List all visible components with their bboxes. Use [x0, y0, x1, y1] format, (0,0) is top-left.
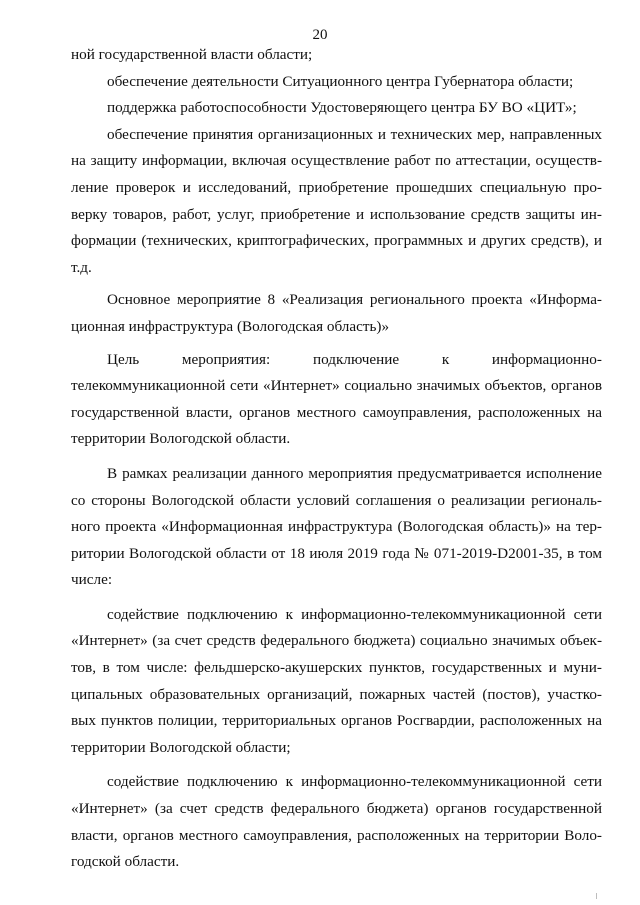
list-item-information-security [71, 122, 602, 282]
goal-word: мероприятия: [181, 350, 271, 368]
text-line: числе: [71, 571, 113, 589]
text-line: ление проверок и исследований, приобретение прошедших специальную про- [71, 178, 602, 196]
goal-word: Цель [107, 350, 140, 368]
list-item-authorities [71, 769, 602, 875]
text-line: государственной власти, органов местного самоуправления, расположенных на [71, 403, 602, 421]
goal-word: информационно- [491, 350, 602, 368]
text-line: верку товаров, работ, услуг, приобретение и использование средств защиты ин- [71, 205, 602, 223]
text-line: власти, органов местного самоуправления, расположенных на территории Воло- [71, 826, 602, 844]
text-line: формации (технических, криптографических, программных и других средств), и [71, 232, 602, 250]
text-line: ципальных образовательных организаций, пожарных частей (постов), участко- [71, 685, 602, 703]
scan-mark [596, 893, 597, 899]
text-line: территории Вологодской области; [71, 738, 291, 756]
page-number: 20 [312, 27, 328, 43]
text-line: телекоммуникационной сети «Интернет» социально значимых объектов, органов [71, 377, 602, 395]
text-line: содействие подключению к информационно-телекоммуникационной сети [107, 605, 602, 623]
measure-goal-paragraph [71, 347, 602, 453]
text-line: ного проекта «Информационная инфраструктура (Вологодская область)» на тер- [71, 518, 602, 536]
text-line: со стороны Вологодской области условий соглашения о реализации региональ- [71, 491, 602, 509]
list-item-situation-center: обеспечение деятельности Ситуационного центра Губернатора области; [107, 72, 574, 90]
text-line: обеспечение принятия организационных и технических мер, направленных [107, 125, 602, 143]
text-line [71, 347, 602, 374]
text-line: «Интернет» (за счет средств федерального бюджета) органов государственной [71, 800, 602, 818]
measure-8-heading [71, 287, 602, 340]
text-line: «Интернет» (за счет средств федерального бюджета) социально значимых объек- [71, 632, 602, 650]
goal-word: подключение [312, 350, 400, 368]
list-item-certification-center: поддержка работоспособности Удостоверяющего центра БУ ВО «ЦИТ»; [107, 99, 577, 117]
document-body [71, 42, 602, 876]
text-line: содействие подключению к информационно-телекоммуникационной сети [107, 773, 602, 791]
text-line: ной государственной власти области; [71, 46, 313, 63]
list-item-social-objects [71, 602, 602, 762]
text-line: годской области. [71, 853, 180, 871]
text-line: территории Вологодской области. [71, 430, 291, 448]
text-line: на защиту информации, включая осуществление работ по аттестации, осуществ- [71, 152, 602, 170]
goal-word: к [441, 350, 450, 368]
text-line: ритории Вологодской области от 18 июля 2019 года № 071-2019-D2001-35, в том [71, 544, 602, 562]
text-line: ционная инфраструктура (Вологодская область)» [71, 317, 390, 335]
text-line: тов, в том числе: фельдшерско-акушерских пунктов, государственных и муни- [71, 659, 602, 677]
text-line: вых пунктов полиции, территориальных органов Росгвардии, расположенных на [71, 712, 602, 730]
implementation-paragraph [71, 461, 602, 594]
text-line: Основное мероприятие 8 «Реализация регионального проекта «Информа- [107, 291, 602, 309]
text-line: т.д. [71, 258, 92, 276]
text-line: В рамках реализации данного мероприятия предусматривается исполнение [107, 464, 602, 482]
